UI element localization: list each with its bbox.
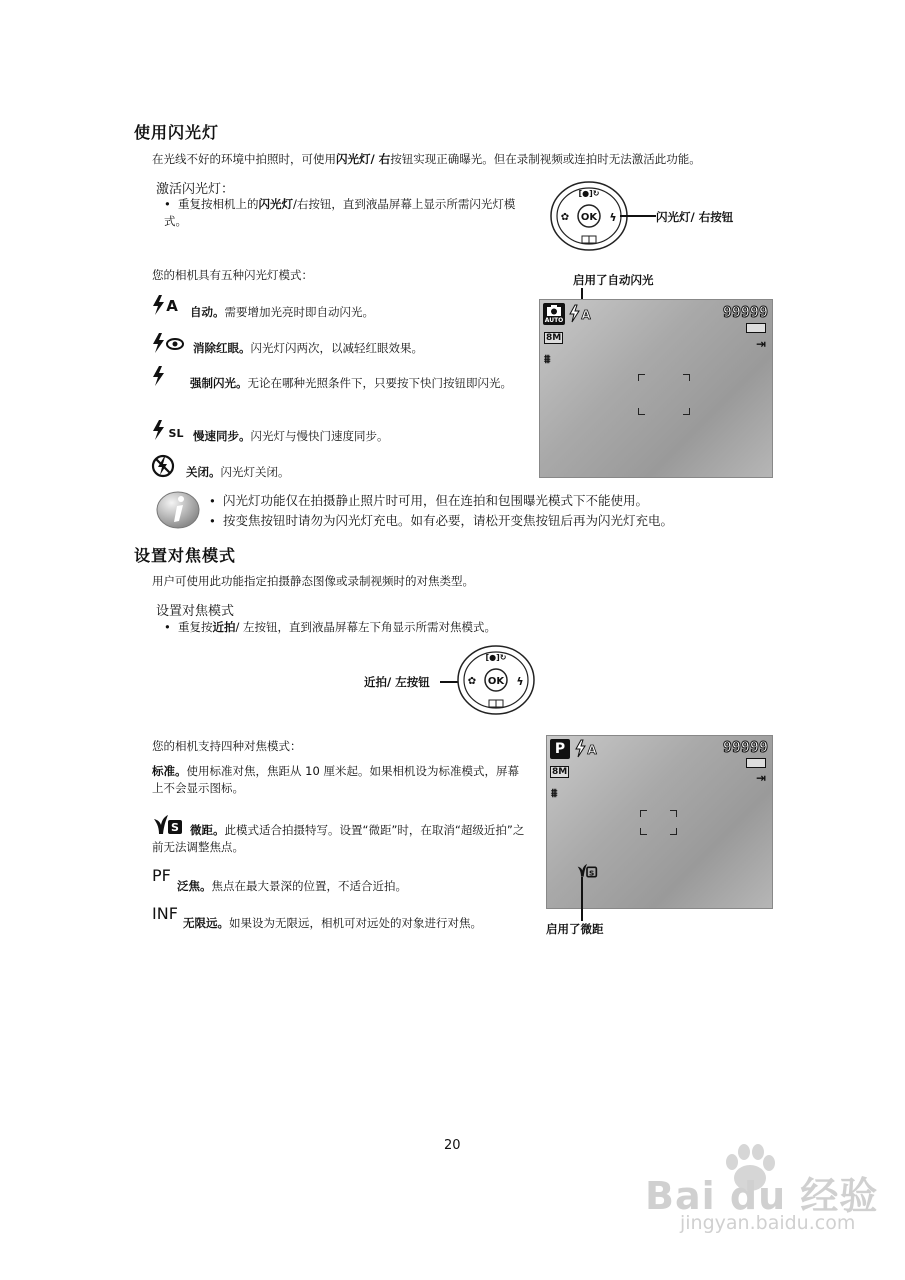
lcd-macro-icon (575, 862, 599, 878)
flash-mode-off (151, 454, 175, 482)
lcd-callout-line (581, 877, 583, 921)
dial-label-macro: 近拍/ 左按钮 (364, 675, 430, 689)
svg-text:ϟ: ϟ (516, 675, 524, 688)
activate-flash-step (164, 196, 524, 230)
focus-bracket (638, 374, 645, 381)
pan-focus-icon: PF (152, 866, 171, 885)
flash-note-1 (209, 493, 648, 509)
svg-text:[●]↻: [●]↻ (485, 653, 507, 662)
flash-mode-red-eye (151, 332, 185, 358)
focus-bracket (683, 374, 690, 381)
battery-icon (746, 323, 766, 333)
battery-icon (746, 758, 766, 768)
svg-text:A: A (587, 743, 597, 757)
lcd-callout-auto-flash: 启用了自动闪光 (573, 273, 654, 287)
section-title-flash: 使用闪光灯 (134, 123, 220, 142)
bullet: • (164, 620, 171, 634)
flash-mode-auto-text (190, 304, 374, 320)
internal-memory-icon: ⇥ (755, 337, 766, 351)
flash-off-icon (151, 454, 175, 478)
auto-badge: AUTO (544, 317, 564, 324)
mode-desc: 此模式适合拍摄特写。设置“微距”时，在取消“超级近拍”之前无法调整焦点。 (152, 823, 525, 854)
slow-sync-flash-icon (151, 419, 187, 441)
watermark-brand: Bai du 经验 (645, 1174, 879, 1218)
set-step-pre: 重复按 (178, 620, 213, 634)
flash-intro-pre: 在光线不好的环境中拍照时，可使用 (152, 152, 336, 166)
page-number: 20 (444, 1138, 461, 1153)
svg-text:✿: ✿ (560, 212, 570, 223)
flash-mode-forced-text (152, 375, 524, 392)
lcd-auto-flash-icon (568, 304, 594, 324)
camera-dial-flash (548, 180, 630, 252)
focus-intro: 用户可使用此功能指定拍摄静态图像或录制视频时的对焦类型。 (152, 574, 474, 588)
focus-mode-macro (152, 822, 530, 856)
mode-desc: 无论在哪种光照条件下，只要按下快门按钮即闪光。 (247, 376, 512, 390)
quality-icon: ⩩ (551, 786, 558, 800)
bullet: • (209, 514, 216, 528)
red-eye-flash-icon (151, 332, 185, 354)
ok-label: OK (580, 212, 598, 223)
svg-text:✿: ✿ (467, 676, 477, 687)
mode-desc: 闪光灯关闭。 (220, 465, 290, 479)
activate-step-pre: 重复按相机上的 (178, 197, 259, 211)
activate-step-bold: 闪光灯 (258, 197, 293, 211)
shot-count: 99999 (722, 303, 768, 321)
flash-mode-slow-sync-text (193, 428, 389, 444)
svg-text:A: A (581, 308, 591, 322)
mode-name: 强制闪光。 (190, 376, 248, 390)
flash-mode-off-text (186, 464, 290, 480)
set-focus-heading: 设置对焦模式 (156, 604, 235, 619)
activate-flash-heading: 激活闪光灯： (156, 182, 235, 197)
mode-desc: 焦点在最大景深的位置，不适合近拍。 (211, 879, 407, 893)
mode-name: 自动。 (190, 305, 225, 319)
flash-mode-auto (151, 294, 183, 320)
focus-modes-heading: 您的相机支持四种对焦模式： (152, 739, 302, 753)
mode-name: 关闭。 (186, 465, 221, 479)
mode-desc: 使用标准对焦，焦距从 10 厘米起。如果相机设为标准模式，屏幕上不会显示图标。 (152, 764, 519, 795)
flash-mode-red-eye-text (193, 340, 423, 356)
dial-callout-line (620, 215, 656, 217)
bullet: • (209, 494, 216, 508)
focus-mode-standard (152, 763, 526, 797)
set-focus-step (164, 619, 496, 635)
mode-name: 泛焦。 (177, 879, 212, 893)
camera-dial-macro (455, 644, 537, 716)
flash-note-2 (209, 513, 673, 529)
focus-bracket (683, 408, 690, 415)
flash-mode-slow-sync (151, 419, 187, 445)
flash-intro-bold: 闪光灯/ 右 (336, 152, 391, 166)
note-text: 闪光灯功能仅在拍摄静止照片时可用，但在连拍和包围曝光模式下不能使用。 (223, 493, 649, 508)
camera-icon (543, 304, 565, 318)
svg-text:S: S (171, 821, 179, 834)
flash-modes-heading: 您的相机具有五种闪光灯模式： (152, 268, 313, 282)
infinity-focus-icon: INF (152, 904, 178, 923)
auto-flash-icon (151, 294, 183, 316)
focus-bracket (670, 810, 677, 817)
mode-name: 微距。 (190, 823, 225, 837)
lcd-callout-macro: 启用了微距 (546, 922, 604, 936)
mode-desc: 闪光灯与慢快门速度同步。 (250, 429, 389, 443)
shot-count: 99999 (722, 738, 768, 756)
svg-text:A: A (166, 297, 178, 315)
focus-bracket (640, 828, 647, 835)
svg-text:ϟ: ϟ (609, 211, 617, 224)
dial-label-flash: 闪光灯/ 右按钮 (656, 210, 734, 224)
mode-name: 消除红眼。 (193, 341, 251, 355)
mode-desc: 闪光灯闪两次，以减轻红眼效果。 (250, 341, 423, 355)
focus-bracket (640, 810, 647, 817)
mode-name: 慢速同步。 (193, 429, 251, 443)
section-title-focus: 设置对焦模式 (134, 546, 237, 565)
lcd-auto-flash-icon (574, 739, 600, 759)
flash-intro-rest: 按钮实现正确曝光。但在录制视频或连拍时无法激活此功能。 (390, 152, 701, 166)
resolution-icon: 8M (546, 333, 562, 343)
set-step-post: / 左按钮，直到液晶屏幕左下角显示所需对焦模式。 (235, 620, 497, 634)
focus-mode-infinity (183, 915, 482, 931)
mode-desc: 如果设为无限远，相机可对远处的对象进行对焦。 (229, 916, 482, 930)
mode-name: 无限远。 (183, 916, 229, 930)
activate-step-post: /右按钮，直到液晶屏幕上显示所需闪光灯模式。 (164, 197, 516, 228)
svg-text:SL: SL (168, 427, 184, 440)
program-mode-icon: P (550, 739, 570, 759)
camera-mode-auto-icon (543, 303, 565, 325)
watermark-url: jingyan.baidu.com (680, 1212, 856, 1234)
note-text: 按变焦按钮时请勿为闪光灯充电。如有必要，请松开变焦按钮后再为闪光灯充电。 (223, 513, 674, 528)
mode-desc: 需要增加光亮时即自动闪光。 (224, 305, 374, 319)
internal-memory-icon: ⇥ (755, 771, 766, 785)
focus-bracket (638, 408, 645, 415)
flash-intro (152, 151, 701, 167)
svg-text:[●]↻: [●]↻ (578, 189, 600, 198)
ok-label: OK (487, 676, 505, 687)
quality-icon: ⩩ (544, 352, 551, 366)
info-note-icon (155, 490, 201, 530)
svg-text:S: S (589, 868, 595, 878)
set-step-bold: 近拍 (212, 620, 236, 634)
resolution-icon: 8M (552, 767, 568, 777)
mode-name: 标准。 (152, 764, 187, 778)
focus-mode-pan (177, 878, 407, 894)
bullet: • (164, 197, 171, 211)
focus-bracket (670, 828, 677, 835)
lcd-screen-auto-flash (539, 299, 773, 478)
